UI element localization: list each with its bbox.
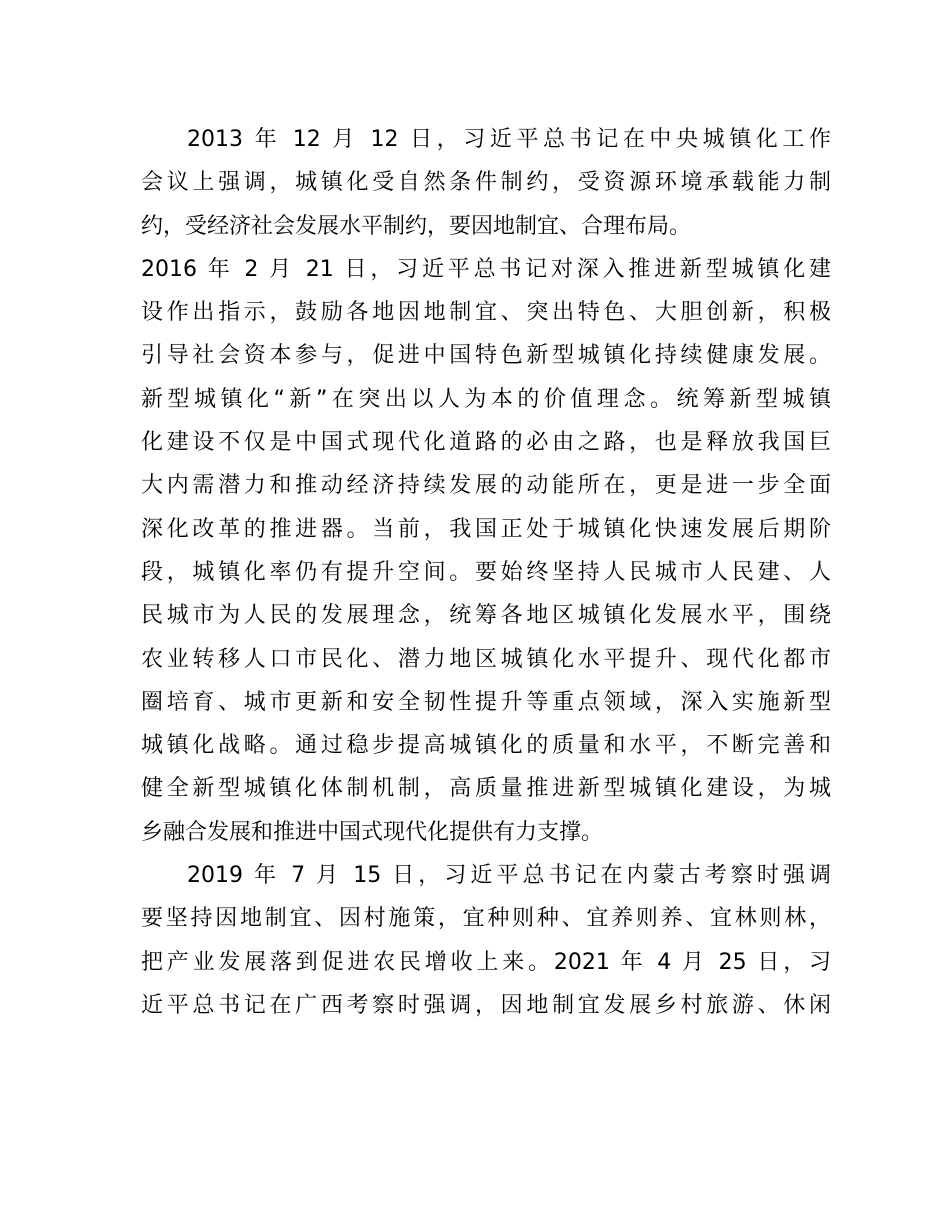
paragraph-2	[141, 854, 831, 1027]
text-line: 设作出指示，鼓励各地因地制宜、突出特色、大胆创新，积极	[141, 300, 831, 326]
text-line: 要坚持因地制宜、因村施策，宜种则种、宜养则养、宜林则林，	[141, 906, 831, 932]
text-line: 2016 年 2 月 21 日，习近平总书记对深入推进新型城镇化建	[141, 256, 831, 282]
text-line: 新型城镇化“新”在突出以人为本的价值理念。统筹新型城镇	[141, 386, 831, 412]
text-line: 圈培育、城市更新和安全韧性提升等重点领域，深入实施新型	[141, 689, 831, 715]
text-line: 2013 年 12 月 12 日，习近平总书记在中央城镇化工作	[187, 127, 831, 152]
text-line: 约，受经济社会发展水平制约，要因地制宜、合理布局。	[141, 213, 692, 239]
text-line: 化建设不仅是中国式现代化道路的必由之路，也是释放我国巨	[141, 430, 831, 456]
text-line: 把产业发展落到促进农民增收上来。2021 年 4 月 25 日，习	[141, 949, 831, 975]
text-line: 会议上强调，城镇化受自然条件制约，受资源环境承载能力制	[141, 170, 831, 196]
text-line: 引导社会资本参与，促进中国特色新型城镇化持续健康发展。	[141, 343, 831, 369]
text-line: 健全新型城镇化体制机制，高质量推进新型城镇化建设，为城	[141, 776, 831, 802]
text-line: 2019 年 7 月 15 日，习近平总书记在内蒙古考察时强调	[187, 863, 831, 889]
paragraph-1	[141, 118, 831, 854]
text-line: 深化改革的推进器。当前，我国正处于城镇化快速发展后期阶	[141, 516, 831, 542]
text-line: 城镇化战略。通过稳步提高城镇化的质量和水平，不断完善和	[141, 733, 831, 759]
body-text	[141, 118, 831, 1027]
text-line: 段，城镇化率仍有提升空间。要始终坚持人民城市人民建、人	[141, 559, 831, 585]
text-line: 乡融合发展和推进中国式现代化提供有力支撑。	[141, 819, 604, 845]
text-line: 农业转移人口市民化、潜力地区城镇化水平提升、现代化都市	[141, 646, 831, 672]
text-line: 大内需潜力和推动经济持续发展的动能所在，更是进一步全面	[141, 473, 831, 499]
text-line: 民城市为人民的发展理念，统筹各地区城镇化发展水平，围绕	[141, 603, 831, 629]
text-line: 近平总书记在广西考察时强调，因地制宜发展乡村旅游、休闲	[141, 992, 831, 1018]
